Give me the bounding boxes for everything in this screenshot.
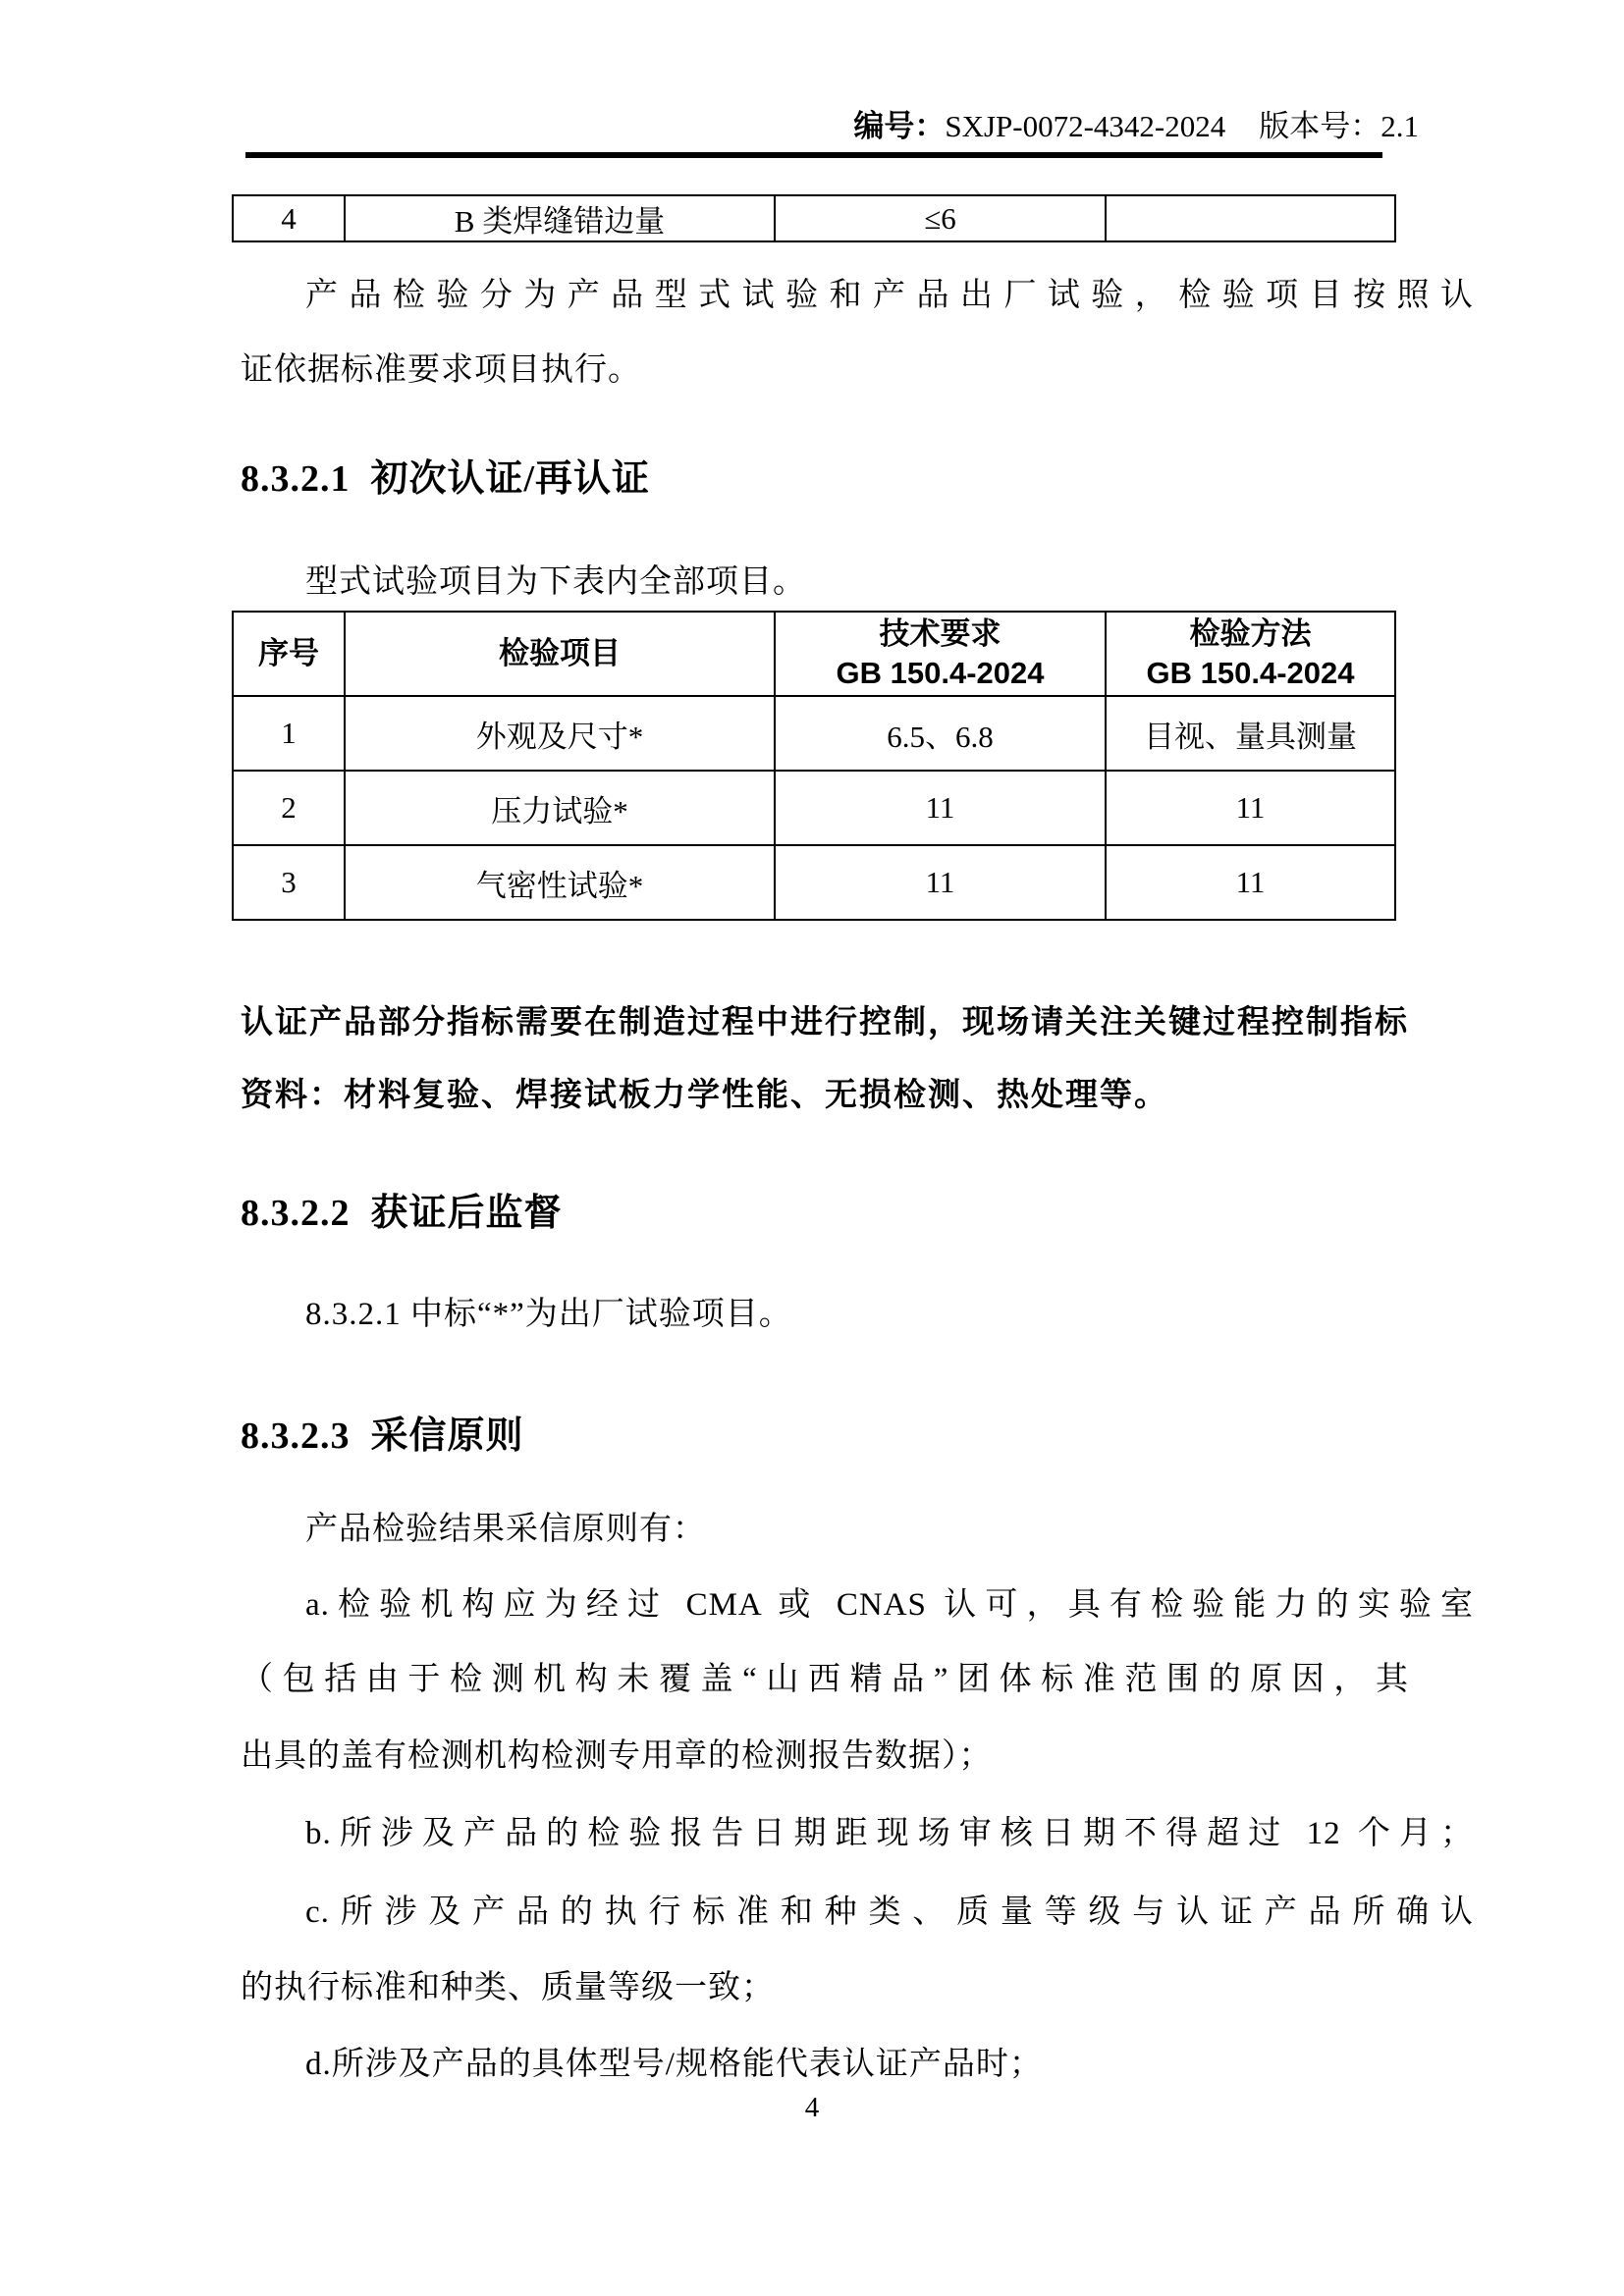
- cell-row-no: 4: [233, 195, 345, 241]
- cell-requirement: 11: [775, 845, 1106, 920]
- cell-method: 11: [1106, 771, 1395, 845]
- doc-number-label: 编号：: [853, 109, 946, 143]
- adoption-item-c-line-2: 的执行标准和种类、质量等级一致；: [241, 1970, 775, 2005]
- factory-test-note: 8.3.2.1 中标“*”为出厂试验项目。: [305, 1297, 792, 1332]
- header-requirement-line1: 技术要求: [879, 616, 1001, 651]
- cell-item: B 类焊缝错边量: [345, 195, 775, 241]
- table-row: [233, 696, 1395, 771]
- type-test-table: [232, 611, 1396, 921]
- cell-item: 压力试验*: [345, 771, 775, 845]
- cell-row-no: 3: [233, 845, 345, 920]
- adoption-item-a-line-1: a.检验机构应为经过 CMA 或 CNAS 认可，具有检验能力的实验室: [305, 1587, 1474, 1623]
- weld-seam-table-fragment: [232, 194, 1396, 242]
- cell-item: 气密性试验*: [345, 845, 775, 920]
- header-cell-item: 检验项目: [345, 612, 775, 696]
- header-method-line2: GB 150.4-2024: [1146, 656, 1355, 690]
- table-row: [233, 771, 1395, 845]
- adoption-item-b: b.所涉及产品的检验报告日期距现场审核日期不得超过 12 个月；: [305, 1816, 1474, 1851]
- process-control-note-line-2: 资料：材料复验、焊接试板力学性能、无损检测、热处理等。: [241, 1076, 1168, 1112]
- header-rule: [245, 152, 1382, 158]
- table-header-row: [233, 612, 1395, 696]
- cell-method: [1106, 195, 1395, 241]
- header-requirement-line2: GB 150.4-2024: [836, 656, 1045, 690]
- process-control-note-line-1: 认证产品部分指标需要在制造过程中进行控制，现场请关注关键过程控制指标: [241, 1003, 1409, 1040]
- cell-row-no: 1: [233, 696, 345, 771]
- doc-version: 版本号：2.1: [1259, 109, 1419, 143]
- cell-method: 11: [1106, 845, 1395, 920]
- cell-requirement: 11: [775, 771, 1106, 845]
- adoption-item-a-line-3: 出具的盖有检测机构检测专用章的检测报告数据）；: [241, 1738, 993, 1774]
- cell-method: 目视、量具测量: [1106, 696, 1395, 771]
- cell-row-no: 2: [233, 771, 345, 845]
- section-title-initial-certification: 8.3.2.1 初次认证/再认证: [241, 458, 651, 500]
- type-test-lead: 型式试验项目为下表内全部项目。: [305, 564, 806, 600]
- section-title-adoption-principles: 8.3.2.3 采信原则: [241, 1415, 524, 1457]
- adoption-item-c-line-1: c.所涉及产品的执行标准和种类、质量等级与认证产品所确认: [305, 1895, 1474, 1930]
- header-cell-method: [1106, 612, 1395, 696]
- table-row: [233, 195, 1395, 241]
- intro-line-2: 证依据标准要求项目执行。: [241, 352, 641, 388]
- adoption-item-a-line-2: （包括由于检测机构未覆盖“山西精品”团体标准范围的原因，其: [241, 1662, 1409, 1697]
- cell-requirement: 6.5、6.8: [775, 696, 1106, 771]
- header-cell-requirement: [775, 612, 1106, 696]
- section-title-post-certification: 8.3.2.2 获证后监督: [241, 1193, 563, 1234]
- page-number: 4: [804, 2092, 820, 2123]
- header-cell-no: 序号: [233, 612, 345, 696]
- header-method-line1: 检验方法: [1189, 616, 1312, 651]
- adoption-item-d: d.所涉及产品的具体型号/规格能代表认证产品时；: [305, 2047, 1043, 2082]
- cell-item: 外观及尺寸*: [345, 696, 775, 771]
- adoption-lead: 产品检验结果采信原则有：: [305, 1512, 706, 1547]
- document-header: [241, 101, 1419, 145]
- doc-number-value: SXJP-0072-4342-2024: [945, 109, 1226, 143]
- table-row: [233, 845, 1395, 920]
- intro-line-1: 产品检验分为产品型式试验和产品出厂试验，检验项目按照认: [305, 278, 1474, 313]
- cell-requirement: ≤6: [775, 195, 1106, 241]
